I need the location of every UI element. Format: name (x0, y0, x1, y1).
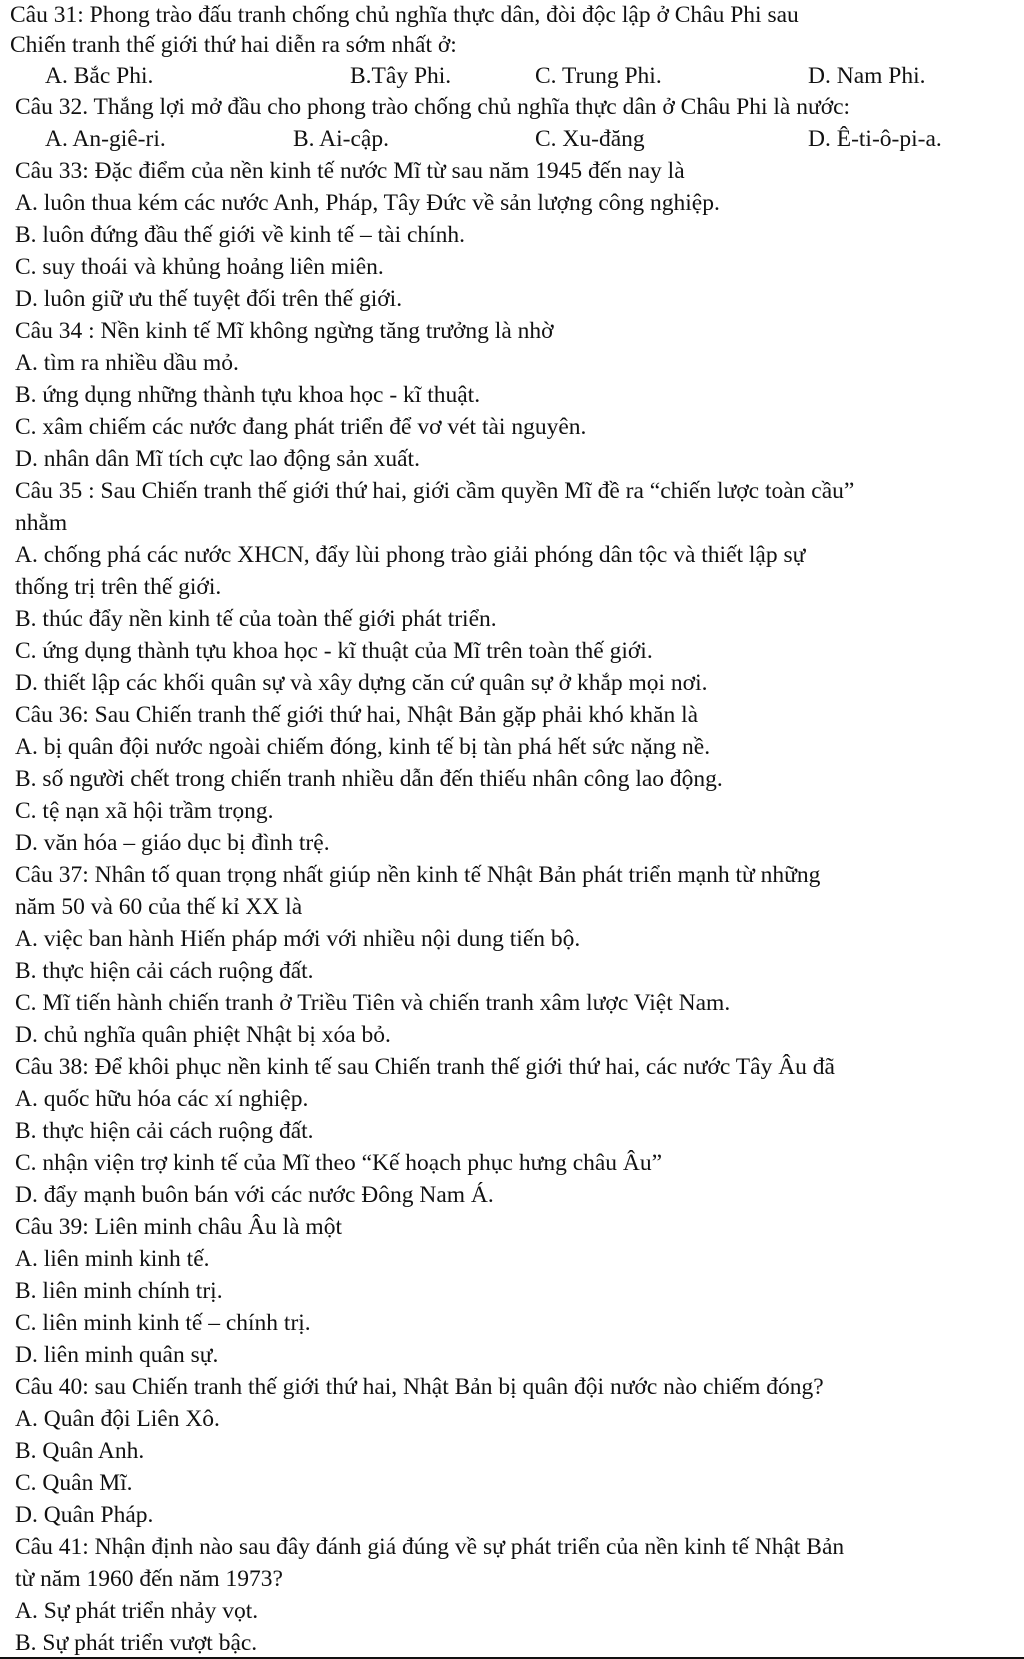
question-38-option-d: D. đẩy mạnh buôn bán với các nước Đông Nam Á. (15, 1182, 494, 1208)
question-34-option-c: C. xâm chiếm các nước đang phát triển để vơ vét tài nguyên. (15, 414, 587, 440)
question-40-option-a: A. Quân đội Liên Xô. (15, 1406, 220, 1432)
question-36-option-c: C. tệ nạn xã hội trầm trọng. (15, 798, 274, 824)
question-41-option-b: B. Sự phát triển vượt bậc. (15, 1630, 258, 1656)
question-31-option-b: B.Tây Phi. (350, 63, 452, 89)
question-35-option-d: D. thiết lập các khối quân sự và xây dựng căn cứ quân sự ở khắp mọi nơi. (15, 670, 708, 696)
question-34-option-a: A. tìm ra nhiều dầu mỏ. (15, 350, 239, 376)
question-39-option-b: B. liên minh chính trị. (15, 1278, 223, 1304)
question-33-option-c: C. suy thoái và khủng hoảng liên miên. (15, 254, 384, 280)
question-31-option-c: C. Trung Phi. (535, 63, 662, 89)
question-32-option-d: D. Ê-ti-ô-pi-a. (808, 126, 942, 152)
question-41-option-a: A. Sự phát triển nhảy vọt. (15, 1598, 259, 1624)
question-31-stem-line-1: Câu 31: Phong trào đấu tranh chống chủ nghĩa thực dân, đòi độc lập ở Châu Phi sau (10, 2, 799, 28)
question-36-stem-line-1: Câu 36: Sau Chiến tranh thế giới thứ hai, Nhật Bản gặp phải khó khăn là (15, 702, 699, 728)
question-37-stem-line-1: Câu 37: Nhân tố quan trọng nhất giúp nền kinh tế Nhật Bản phát triển mạnh từ những (15, 862, 821, 888)
question-31-options (0, 61, 1024, 91)
question-36-option-a: A. bị quân đội nước ngoài chiếm đóng, kinh tế bị tàn phá hết sức nặng nề. (15, 734, 711, 760)
question-35-option-b: B. thúc đẩy nền kinh tế của toàn thế giới phát triển. (15, 606, 497, 632)
question-35-stem-line-1: Câu 35 : Sau Chiến tranh thế giới thứ hai, giới cầm quyền Mĩ đề ra “chiến lược toàn cầu” (15, 478, 855, 504)
question-40-stem-line-1: Câu 40: sau Chiến tranh thế giới thứ hai, Nhật Bản bị quân đội nước nào chiếm đóng? (15, 1374, 824, 1400)
question-36-option-d: D. văn hóa – giáo dục bị đình trệ. (15, 830, 330, 856)
question-33-option-d: D. luôn giữ ưu thế tuyệt đối trên thế giới. (15, 286, 403, 312)
question-35-stem-line-2: nhằm (15, 510, 68, 536)
question-38-option-c: C. nhận viện trợ kinh tế của Mĩ theo “Kế hoạch phục hưng châu Âu” (15, 1150, 663, 1176)
question-32-option-c: C. Xu-đăng (535, 126, 645, 152)
question-32-option-b: B. Ai-cập. (293, 126, 389, 152)
question-39-option-c: C. liên minh kinh tế – chính trị. (15, 1310, 311, 1336)
question-38-stem-line-1: Câu 38: Để khôi phục nền kinh tế sau Chiến tranh thế giới thứ hai, các nước Tây Âu đã (15, 1054, 835, 1080)
question-33-stem-line-1: Câu 33: Đặc điểm của nền kinh tế nước Mĩ từ sau năm 1945 đến nay là (15, 158, 685, 184)
question-34-stem-line-1: Câu 34 : Nền kinh tế Mĩ không ngừng tăng trưởng là nhờ (15, 318, 554, 344)
question-31-option-d: D. Nam Phi. (808, 63, 926, 89)
question-32-options (0, 124, 1024, 154)
question-38-option-b: B. thực hiện cải cách ruộng đất. (15, 1118, 314, 1144)
question-37-option-a: A. việc ban hành Hiến pháp mới với nhiều nội dung tiến bộ. (15, 926, 581, 952)
question-35-option-a: A. chống phá các nước XHCN, đẩy lùi phong trào giải phóng dân tộc và thiết lập sự (15, 542, 806, 568)
question-38-option-a: A. quốc hữu hóa các xí nghiệp. (15, 1086, 309, 1112)
question-33-option-a: A. luôn thua kém các nước Anh, Pháp, Tây Đức về sản lượng công nghiệp. (15, 190, 720, 216)
question-39-option-d: D. liên minh quân sự. (15, 1342, 219, 1368)
question-31-option-a: A. Bắc Phi. (45, 63, 154, 89)
question-40-option-b: B. Quân Anh. (15, 1438, 145, 1464)
question-37-option-b: B. thực hiện cải cách ruộng đất. (15, 958, 314, 984)
question-39-stem-line-1: Câu 39: Liên minh châu Âu là một (15, 1214, 342, 1240)
question-34-option-d: D. nhân dân Mĩ tích cực lao động sản xuất. (15, 446, 420, 472)
question-35-option-c: C. ứng dụng thành tựu khoa học - kĩ thuật của Mĩ trên toàn thế giới. (15, 638, 653, 664)
question-32-option-a: A. An-giê-ri. (45, 126, 166, 152)
question-35-option-a-continued: thống trị trên thế giới. (15, 574, 222, 600)
question-31-stem-line-2: Chiến tranh thế giới thứ hai diễn ra sớm nhất ở: (10, 32, 457, 58)
question-36-option-b: B. số người chết trong chiến tranh nhiều dẫn đến thiếu nhân công lao động. (15, 766, 723, 792)
question-34-option-b: B. ứng dụng những thành tựu khoa học - kĩ thuật. (15, 382, 481, 408)
question-39-option-a: A. liên minh kinh tế. (15, 1246, 210, 1272)
question-40-option-c: C. Quân Mĩ. (15, 1470, 133, 1496)
question-37-option-d: D. chủ nghĩa quân phiệt Nhật bị xóa bỏ. (15, 1022, 391, 1048)
question-33-option-b: B. luôn đứng đầu thế giới về kinh tế – tài chính. (15, 222, 466, 248)
question-40-option-d: D. Quân Pháp. (15, 1502, 154, 1528)
question-41-stem-line-2: từ năm 1960 đến năm 1973? (15, 1566, 283, 1592)
question-41-stem-line-1: Câu 41: Nhận định nào sau đây đánh giá đúng về sự phát triển của nền kinh tế Nhật Bản (15, 1534, 845, 1560)
question-37-option-c: C. Mĩ tiến hành chiến tranh ở Triều Tiên và chiến tranh xâm lược Việt Nam. (15, 990, 731, 1016)
question-32-stem-line-1: Câu 32. Thắng lợi mở đầu cho phong trào chống chủ nghĩa thực dân ở Châu Phi là nước: (15, 94, 851, 120)
question-37-stem-line-2: năm 50 và 60 của thế kỉ XX là (15, 894, 303, 920)
